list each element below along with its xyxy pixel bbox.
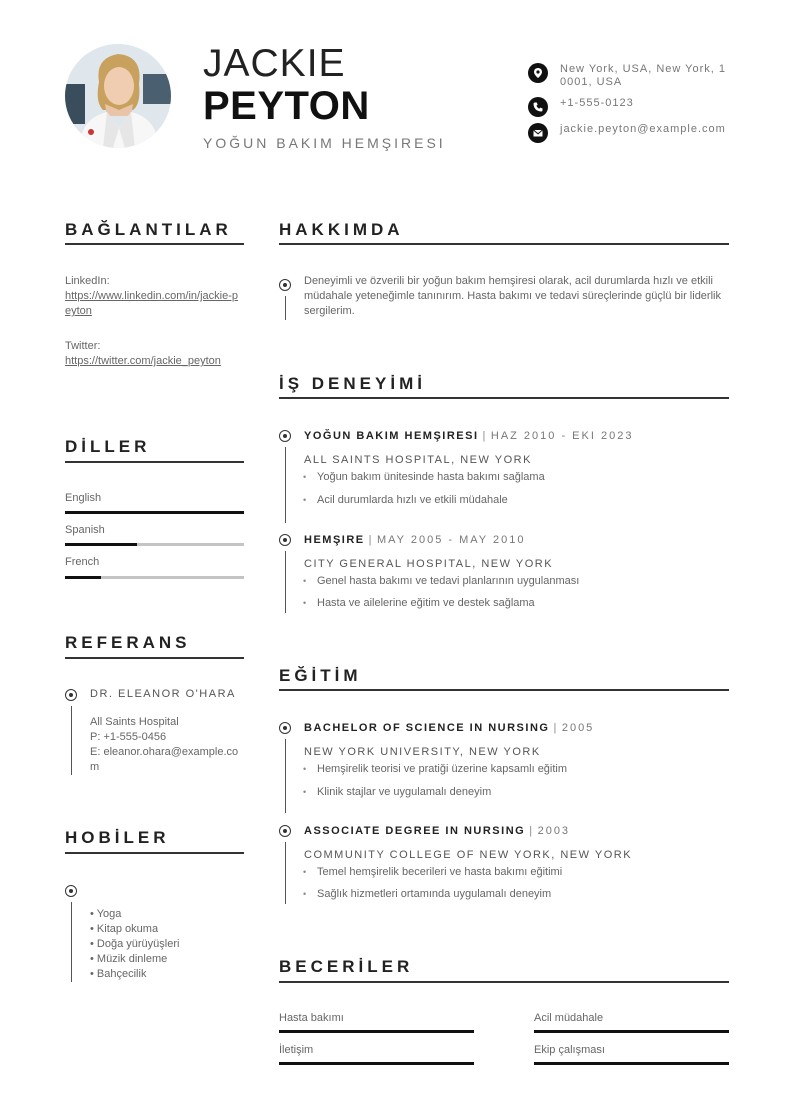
experience-role: HEMŞIRE xyxy=(304,534,365,546)
education-bullet: • Klinik stajlar ve uygulamalı deneyim xyxy=(317,786,491,798)
reference-phone: P: +1-555-0456 xyxy=(90,731,167,743)
about-heading: HAKKIMDA xyxy=(279,220,404,239)
education-bullet: • Temel hemşirelik becerileri ve hasta bakımı eğitimi xyxy=(317,866,562,878)
experience-bullet: • Hasta ve ailelerine eğitim ve destek sağlama xyxy=(317,597,535,609)
language-bar-fill xyxy=(65,576,101,579)
language-bar-fill xyxy=(65,511,244,514)
education-school: COMMUNITY COLLEGE OF NEW YORK, NEW YORK xyxy=(304,849,633,861)
timeline-dot-icon xyxy=(279,279,291,291)
language-bar xyxy=(65,576,244,579)
education-bullet: • Sağlık hizmetleri ortamında uygulamalı deneyim xyxy=(317,888,551,900)
separator: | xyxy=(482,430,487,442)
education-title xyxy=(304,722,594,734)
hobby-item: • Bahçecilik xyxy=(90,967,179,982)
linkedin-label: LinkedIn: xyxy=(65,275,110,287)
skill-label: Ekip çalışması xyxy=(534,1044,605,1056)
language-label: Spanish xyxy=(65,524,105,536)
linkedin-entry xyxy=(65,274,244,319)
contact-email xyxy=(528,123,728,143)
experience-title xyxy=(304,430,633,442)
profile-photo xyxy=(65,44,171,148)
hobby-item: • Yoga xyxy=(90,907,179,922)
experience-bullet: • Genel hasta bakımı ve tedavi planlarının uygulanması xyxy=(317,575,579,587)
experience-heading: İŞ DENEYİMİ xyxy=(279,374,426,393)
job-title: YOĞUN BAKIM HEMŞIRESI xyxy=(203,135,446,151)
education-year: 2003 xyxy=(537,825,571,837)
reference-name: DR. ELEANOR O'HARA xyxy=(90,688,236,700)
skills-heading: BECERİLER xyxy=(279,957,414,976)
contact-address xyxy=(528,63,728,89)
experience-title xyxy=(304,534,525,546)
first-name: JACKIE xyxy=(203,42,346,85)
phone-text: +1-555-0123 xyxy=(560,97,634,109)
skill-label: İletişim xyxy=(279,1044,314,1056)
timeline-line xyxy=(285,551,286,613)
experience-bullet: • Yoğun bakım ünitesinde hasta bakımı sağlama xyxy=(317,471,545,483)
hobbies-divider xyxy=(65,852,244,854)
timeline-dot-icon xyxy=(65,689,77,701)
address-text: New York, USA, New York, 10001, USA xyxy=(560,63,727,88)
education-degree: BACHELOR OF SCIENCE IN NURSING xyxy=(304,722,550,734)
timeline-dot-icon xyxy=(279,534,291,546)
last-name: PEYTON xyxy=(203,84,370,128)
language-label: French xyxy=(65,556,100,568)
language-label: English xyxy=(65,492,102,504)
language-bar-fill xyxy=(65,543,137,546)
timeline-line xyxy=(285,296,286,320)
skill-bar xyxy=(279,1030,474,1033)
hobby-item: • Müzik dinleme xyxy=(90,952,179,967)
experience-bullet: • Acil durumlarda hızlı ve etkili müdahale xyxy=(317,494,508,506)
education-year: 2005 xyxy=(561,722,595,734)
skill-bar xyxy=(279,1062,474,1065)
twitter-link[interactable]: https://twitter.com/jackie_peyton xyxy=(65,355,221,367)
experience-dates: MAY 2005 - MAY 2010 xyxy=(376,534,526,546)
skills-divider xyxy=(279,981,729,983)
experience-place: CITY GENERAL HOSPITAL, NEW YORK xyxy=(304,558,554,570)
experience-role: YOĞUN BAKIM HEMŞIRESI xyxy=(304,430,479,442)
timeline-dot-icon xyxy=(279,825,291,837)
timeline-line xyxy=(285,739,286,813)
twitter-label: Twitter: xyxy=(65,340,101,352)
education-divider xyxy=(279,689,729,691)
language-bar xyxy=(65,543,244,546)
about-text: Deneyimli ve özverili bir yoğun bakım hemşiresi olarak, acil durumlarda hızlı ve etkili müdahale yeteneğimle tanınırım. Hasta bakımı ve tedavi süreçlerinde güçlü bir liderlik sergilerim. xyxy=(304,275,721,317)
skill-label: Acil müdahale xyxy=(534,1012,604,1024)
links-heading: BAĞLANTILAR xyxy=(65,220,232,239)
education-bullet: • Hemşirelik teorisi ve pratiği üzerine kapsamlı eğitim xyxy=(317,763,567,775)
links-divider xyxy=(65,243,244,245)
timeline-dot-icon xyxy=(65,885,77,897)
timeline-line xyxy=(285,447,286,523)
references-divider xyxy=(65,657,244,659)
languages-heading: DİLLER xyxy=(65,437,151,456)
hobby-item: • Doğa yürüyüşleri xyxy=(90,937,179,952)
skill-bar xyxy=(534,1062,729,1065)
languages-divider xyxy=(65,461,244,463)
education-degree: ASSOCIATE DEGREE IN NURSING xyxy=(304,825,526,837)
reference-org: All Saints Hospital xyxy=(90,716,179,728)
reference-details xyxy=(90,715,242,775)
timeline-line xyxy=(285,842,286,904)
skill-label: Hasta bakımı xyxy=(279,1012,344,1024)
twitter-entry xyxy=(65,339,244,369)
location-icon xyxy=(528,63,548,83)
timeline-line xyxy=(71,902,72,982)
email-icon xyxy=(528,123,548,143)
separator: | xyxy=(553,722,558,734)
experience-divider xyxy=(279,397,729,399)
email-text: jackie.peyton@example.com xyxy=(560,123,726,135)
education-heading: EĞİTİM xyxy=(279,666,362,685)
education-title xyxy=(304,825,570,837)
hobby-item: • Kitap okuma xyxy=(90,922,179,937)
timeline-dot-icon xyxy=(279,430,291,442)
phone-icon xyxy=(528,97,548,117)
separator: | xyxy=(529,825,534,837)
timeline-line xyxy=(71,706,72,775)
references-heading: REFERANS xyxy=(65,633,191,652)
about-divider xyxy=(279,243,729,245)
contact-phone xyxy=(528,97,728,117)
timeline-dot-icon xyxy=(279,722,291,734)
experience-dates: HAZ 2010 - EKI 2023 xyxy=(490,430,634,442)
education-school: NEW YORK UNIVERSITY, NEW YORK xyxy=(304,746,541,758)
language-bar xyxy=(65,511,244,514)
reference-email: E: eleanor.ohara@example.com xyxy=(90,746,239,773)
hobbies-heading: HOBİLER xyxy=(65,828,170,847)
hobby-list xyxy=(90,907,179,982)
linkedin-link[interactable]: https://www.linkedin.com/in/jackie-peyton xyxy=(65,290,239,317)
skill-bar xyxy=(534,1030,729,1033)
experience-place: ALL SAINTS HOSPITAL, NEW YORK xyxy=(304,454,532,466)
separator: | xyxy=(368,534,373,546)
